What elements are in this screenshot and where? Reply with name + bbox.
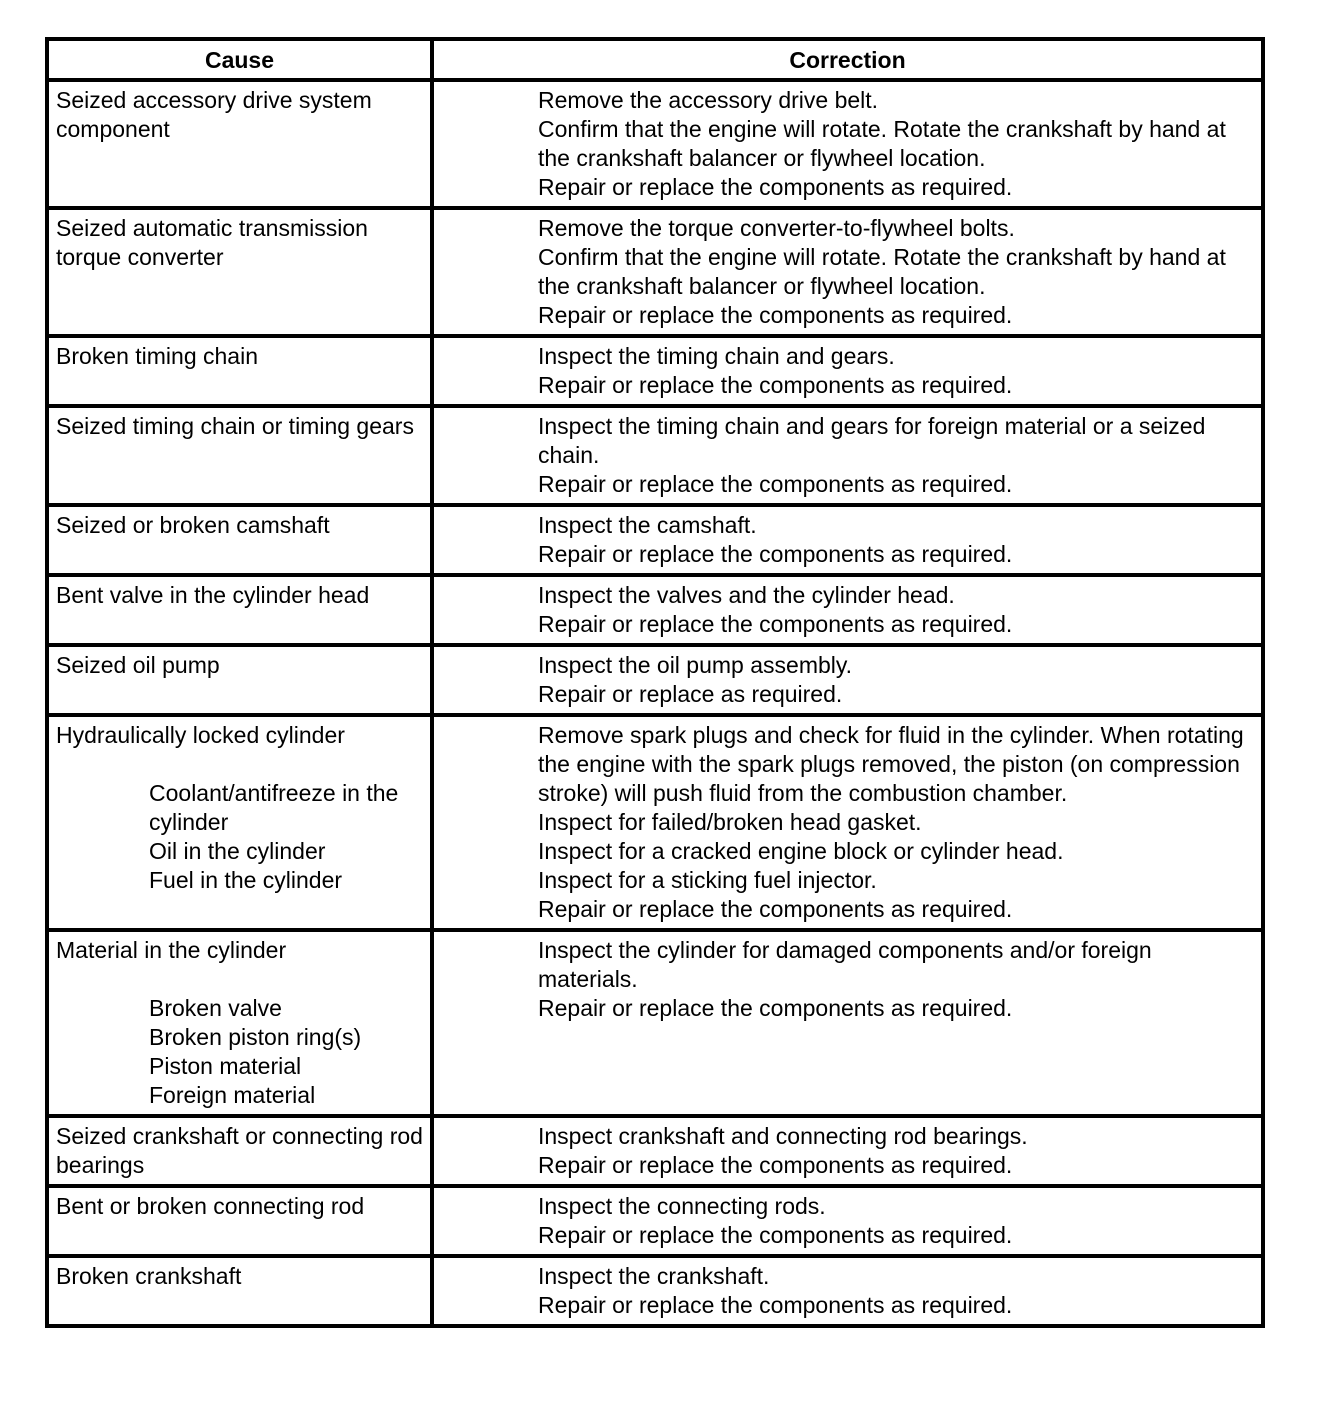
cause-text: Bent valve in the cylinder head [56, 582, 370, 608]
correction-cell [432, 1116, 1263, 1186]
correction-step: Inspect the cylinder for damaged components and/or foreign materials. [538, 937, 1152, 992]
cause-subitem: Coolant/antifreeze in the cylinder [149, 780, 399, 835]
cause-cell [47, 1116, 432, 1186]
cause-cell [47, 1186, 432, 1256]
correction-step: Repair or replace the components as required. [538, 372, 1013, 398]
cause-text: Broken crankshaft [56, 1263, 242, 1289]
correction-cell [432, 80, 1263, 208]
table-row [47, 406, 1263, 505]
correction-step: Remove spark plugs and check for fluid in the cylinder. When rotating the engine with the spark plugs removed, the piston (on compression stroke) will push fluid from the combustion chamber. [538, 722, 1244, 806]
correction-cell [432, 336, 1263, 406]
correction-column-header: Correction [432, 39, 1263, 80]
correction-step: Repair or replace the components as required. [538, 1222, 1013, 1248]
table-row [47, 930, 1263, 1116]
table-row [47, 336, 1263, 406]
cause-cell [47, 715, 432, 930]
header-row [47, 39, 1263, 80]
cause-text: Material in the cylinder [56, 937, 287, 963]
table-row [47, 575, 1263, 645]
cause-text: Bent or broken connecting rod [56, 1193, 365, 1219]
table-row [47, 80, 1263, 208]
cause-subitem: Oil in the cylinder [149, 838, 326, 864]
correction-step: Remove the accessory drive belt. [538, 87, 879, 113]
cause-text: Broken timing chain [56, 343, 258, 369]
correction-step: Inspect for a cracked engine block or cylinder head. [538, 838, 1064, 864]
cause-cell [47, 575, 432, 645]
table-row [47, 645, 1263, 715]
correction-cell [432, 1256, 1263, 1326]
correction-step: Inspect for failed/broken head gasket. [538, 809, 922, 835]
cause-text: Seized oil pump [56, 652, 220, 678]
diagnostic-table [45, 37, 1265, 1328]
correction-cell [432, 406, 1263, 505]
cause-cell [47, 930, 432, 1116]
cause-cell [47, 1256, 432, 1326]
table-row [47, 505, 1263, 575]
cause-column-header: Cause [47, 39, 432, 80]
correction-step: Repair or replace the components as required. [538, 471, 1013, 497]
correction-step: Confirm that the engine will rotate. Rotate the crankshaft by hand at the crankshaft balancer or flywheel location. [538, 244, 1226, 299]
table-row [47, 208, 1263, 336]
correction-cell [432, 715, 1263, 930]
cause-cell [47, 406, 432, 505]
cause-text: Seized accessory drive system component [56, 87, 372, 142]
cause-text: Seized crankshaft or connecting rod bearings [56, 1123, 423, 1178]
correction-step: Inspect the timing chain and gears for foreign material or a seized chain. [538, 413, 1206, 468]
correction-step: Inspect the crankshaft. [538, 1263, 770, 1289]
cause-subitem: Foreign material [149, 1082, 316, 1108]
correction-cell [432, 1186, 1263, 1256]
correction-cell [432, 575, 1263, 645]
cause-text: Seized timing chain or timing gears [56, 413, 414, 439]
correction-step: Inspect the valves and the cylinder head. [538, 582, 955, 608]
cause-text: Seized or broken camshaft [56, 512, 330, 538]
correction-step: Repair or replace the components as required. [538, 611, 1013, 637]
correction-step: Repair or replace the components as required. [538, 995, 1013, 1021]
correction-step: Inspect the timing chain and gears. [538, 343, 895, 369]
table-row [47, 1116, 1263, 1186]
correction-step: Repair or replace the components as required. [538, 302, 1013, 328]
cause-cell [47, 336, 432, 406]
correction-step: Repair or replace as required. [538, 681, 843, 707]
cause-subitem: Piston material [149, 1053, 302, 1079]
cause-text: Seized automatic transmission torque converter [56, 215, 368, 270]
cause-text: Hydraulically locked cylinder [56, 722, 345, 748]
correction-step: Remove the torque converter-to-flywheel bolts. [538, 215, 1015, 241]
cause-cell [47, 208, 432, 336]
correction-step: Repair or replace the components as required. [538, 541, 1013, 567]
correction-step: Inspect the oil pump assembly. [538, 652, 853, 678]
cause-sublist [56, 779, 424, 895]
cause-cell [47, 80, 432, 208]
cause-subitem: Broken piston ring(s) [149, 1024, 362, 1050]
correction-step: Inspect the camshaft. [538, 512, 757, 538]
correction-step: Inspect the connecting rods. [538, 1193, 826, 1219]
table-row [47, 1256, 1263, 1326]
cause-subitem: Broken valve [149, 995, 282, 1021]
table-body [47, 80, 1263, 1326]
correction-cell [432, 645, 1263, 715]
table-row [47, 1186, 1263, 1256]
table-row [47, 715, 1263, 930]
correction-step: Confirm that the engine will rotate. Rotate the crankshaft by hand at the crankshaft balancer or flywheel location. [538, 116, 1226, 171]
correction-step: Repair or replace the components as required. [538, 896, 1013, 922]
correction-step: Inspect crankshaft and connecting rod bearings. [538, 1123, 1028, 1149]
correction-cell [432, 505, 1263, 575]
cause-subitem: Fuel in the cylinder [149, 867, 343, 893]
correction-step: Repair or replace the components as required. [538, 1292, 1013, 1318]
correction-step: Repair or replace the components as required. [538, 174, 1013, 200]
correction-cell [432, 208, 1263, 336]
cause-cell [47, 645, 432, 715]
correction-step: Repair or replace the components as required. [538, 1152, 1013, 1178]
cause-sublist [56, 994, 424, 1110]
cause-cell [47, 505, 432, 575]
correction-step: Inspect for a sticking fuel injector. [538, 867, 877, 893]
correction-cell [432, 930, 1263, 1116]
